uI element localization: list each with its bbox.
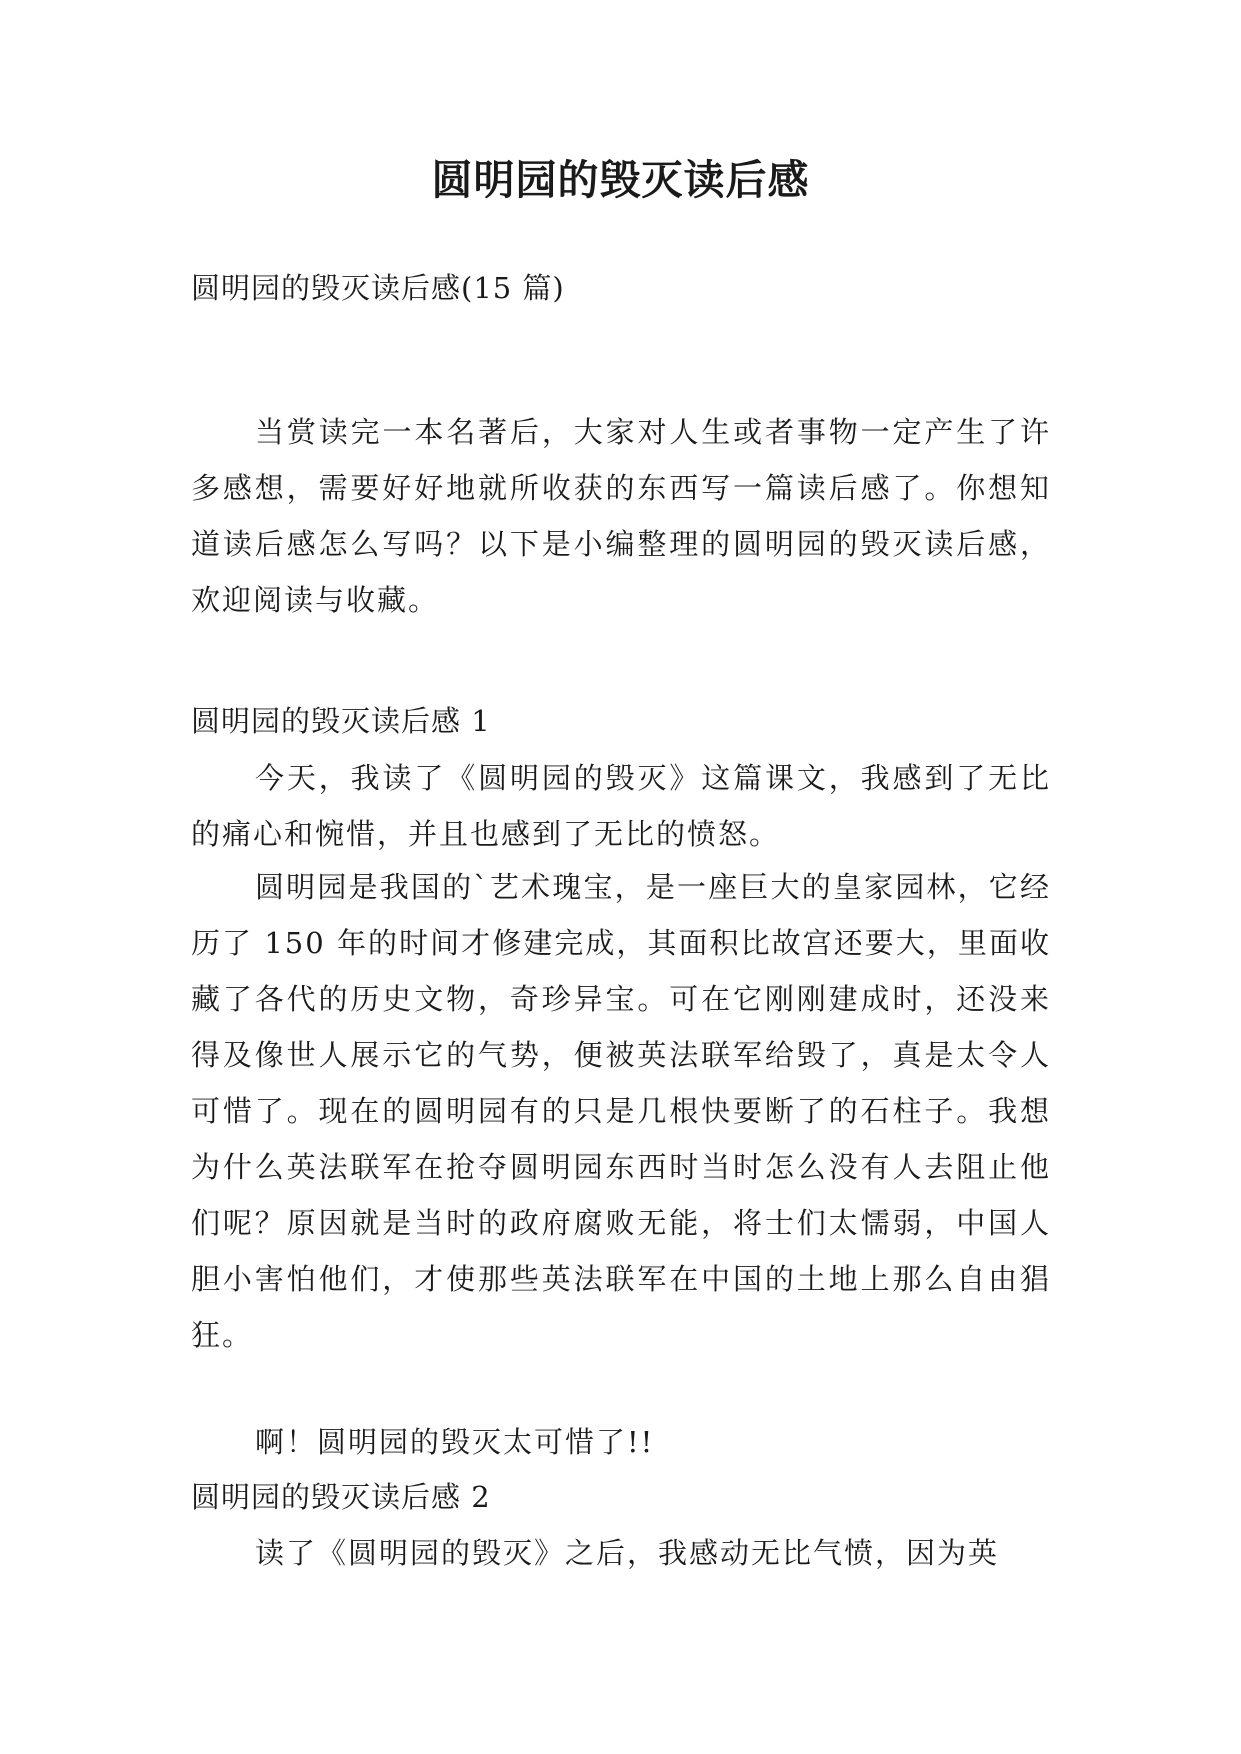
section-paragraph: 读了《圆明园的毁灭》之后，我感动无比气愤，因为英 [255, 1536, 1000, 1570]
section-paragraph: 今天，我读了《圆明园的毁灭》这篇课文，我感到了无比的痛心和惋惜，并且也感到了无比的愤怒。 [191, 761, 1051, 851]
section-paragraph: 圆明园是我国的`艺术瑰宝，是一座巨大的皇家园林，它经历了 150 年的时间才修建完成，其面积比故宫还要大，里面收藏了各代的历史文物，奇珍异宝。可在它刚刚建成时，还没来得及像世人展示它的气势，便被英法联军给毁了，真是太令人可惜了。现在的圆明园有的只是几根快要断了的石柱子。我想为什么英法联军在抢夺圆明园东西时当时怎么没有人去阻止他们呢？原因就是当时的政府腐败无能，将士们太懦弱，中国人胆小害怕他们，才使那些英法联军在中国的土地上那么自由猖狂。 [191, 870, 1051, 1352]
document-title: 圆明园的毁灭读后感 [431, 156, 810, 204]
document-subtitle: 圆明园的毁灭读后感(15 篇) [191, 271, 565, 305]
section-heading: 圆明园的毁灭读后感 2 [191, 1480, 491, 1514]
intro-paragraph: 当赏读完一本名著后，大家对人生或者事物一定产生了许多感想，需要好好地就所收获的东西写一篇读后感了。你想知道读后感怎么写吗？以下是小编整理的圆明园的毁灭读后感，欢迎阅读与收藏。 [191, 415, 1051, 617]
section-paragraph: 啊！圆明园的毁灭太可惜了!! [255, 1425, 655, 1459]
section-heading: 圆明园的毁灭读后感 1 [191, 704, 491, 738]
